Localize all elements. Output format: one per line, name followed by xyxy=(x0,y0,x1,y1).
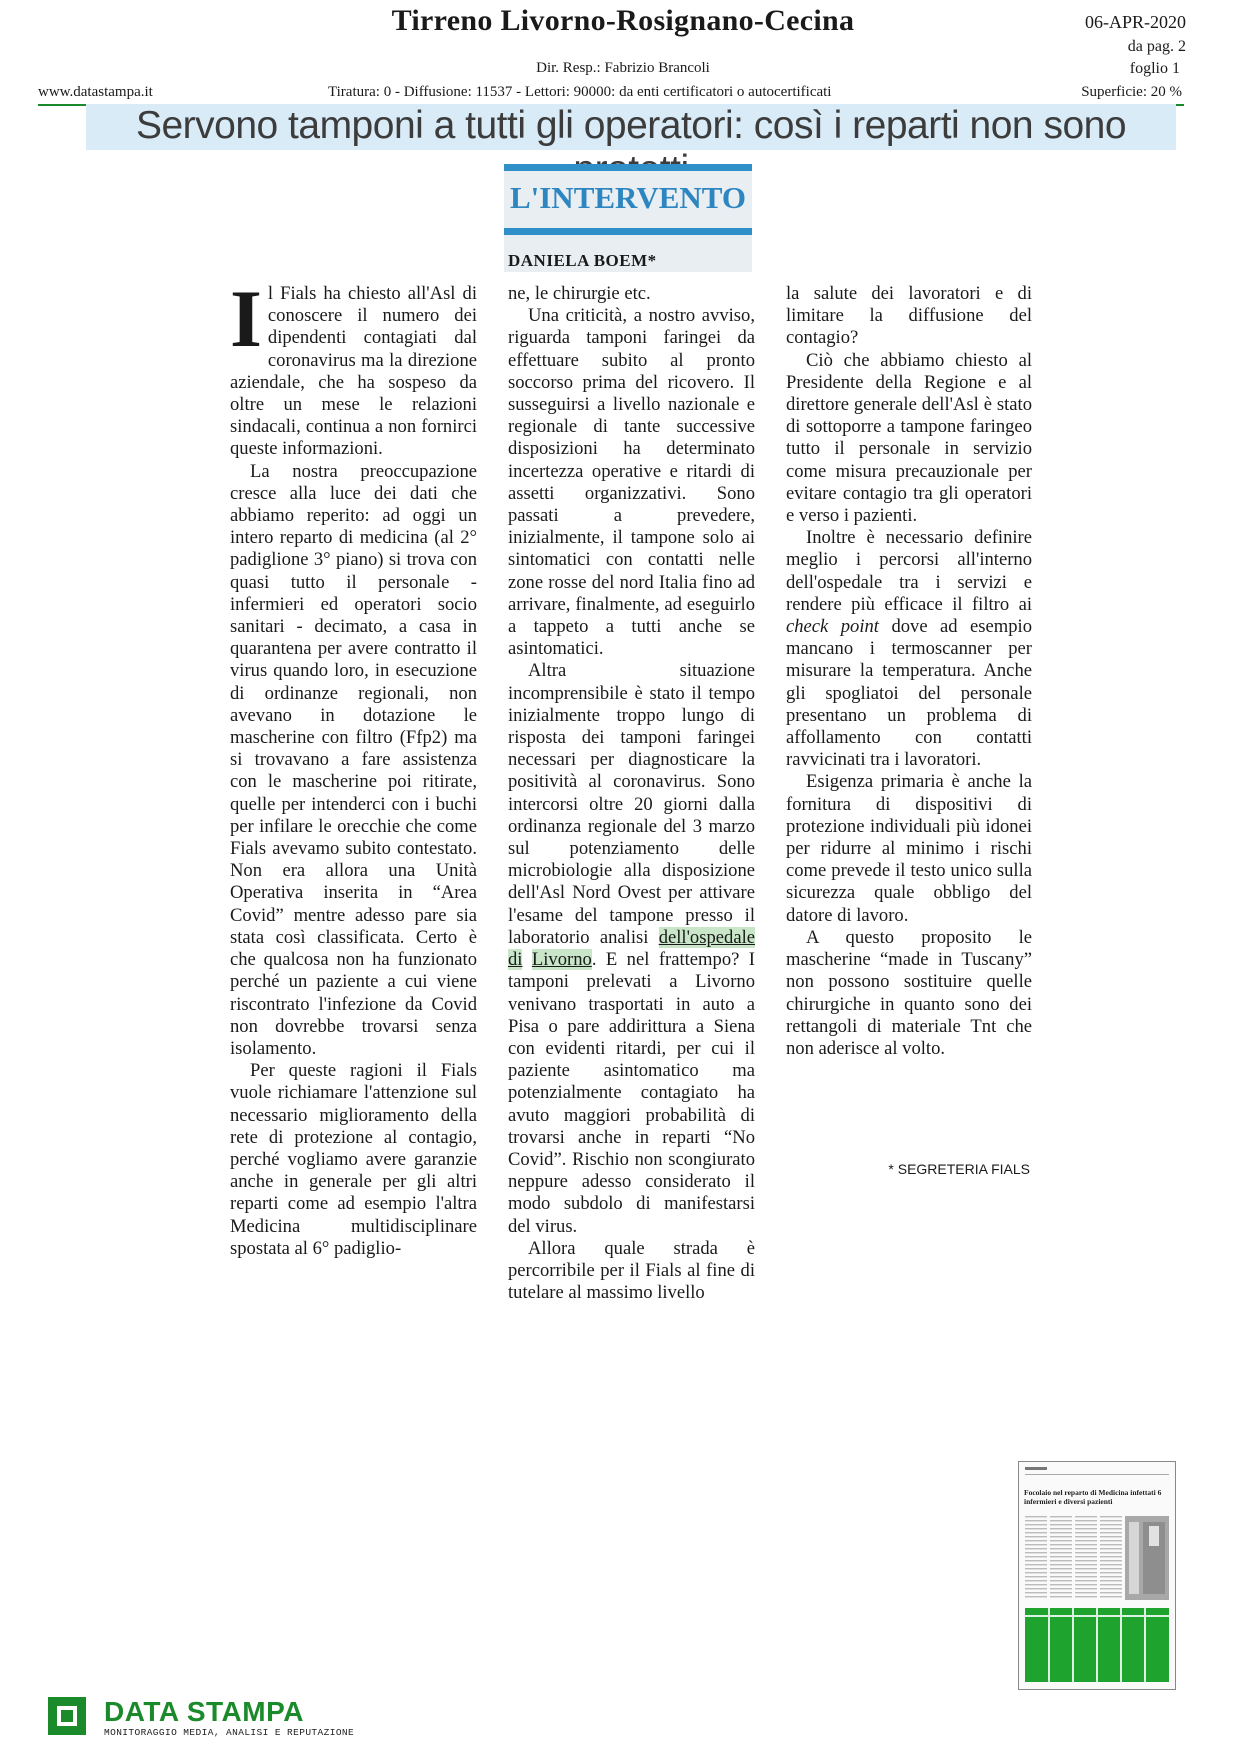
paragraph xyxy=(786,527,1032,771)
paragraph: Una criticità, a nostro avviso, riguarda tamponi faringei da effettuare subito al pronto soccorso prima del ricovero. Il susseguirsi a livello nazionale e regionale di tante successive disposizioni ha determinato incertezza operative e ritardi di assetti organizzativi. Sono passati a prevedere, inizialmente, il tampone solo ai sintomatici con contatti nelle zone rosse del nord Italia fino ad arrivare, finalmente, ad eseguirlo a tappeto a tutti anche se asintomatici. xyxy=(508,305,755,660)
paragraph: Per queste ragioni il Fials vuole richiamare l'attenzione sul necessario miglioramento della rete di protezione al contagio, perché vogliamo avere garanzie anche in generale per gli altri reparti come ad esempio l'altra Medicina multidisciplinare spostata al 6° padiglio- xyxy=(230,1060,477,1259)
thumbnail-headline: Focolaio nel reparto di Medicina infettati 6 infermieri e diversi pazienti xyxy=(1024,1488,1162,1506)
logo-wordmark: DATA STAMPA xyxy=(104,1696,304,1727)
paragraph-text: dove ad esempio mancano i termoscanner per misurare la temperatura. Anche gli spogliatoi del personale presentano un problema di affollamento con contatti ravvicinati tra i lavoratori. xyxy=(786,616,1032,771)
paragraph-text: Altra situazione incomprensibile è stato il tempo inizialmente troppo lungo di risposta dei tamponi faringei necessari per diagnosticare la positività al coronavirus. Sono intercorsi oltre 20 giorni dalla ordinanza regionale del 3 marzo sul potenziamento delle microbiologie alla disposizione dell'Asl Nord Ovest per attivare l'esame del tampone presso il laboratorio analisi xyxy=(508,660,755,948)
article-column-2 xyxy=(508,283,755,1304)
paragraph: La nostra preoccupazione cresce alla luce dei dati che abbiamo reperito: ad oggi un intero reparto di medicina (al 2° padiglione 3° piano) si trova con quasi tutto il personale - infermieri ed operatori socio sanitari - decimato, a casa in quarantena per avere contratto il virus quando loro, in esecuzione di ordinanze regionali, non avevano in dotazione le mascherine con filtro (Ffp2) ma si trovavano a fare assistenza con le mascherine poi ritirate, quelle per intenderci con i buchi per infilare le orecchie che come Fials avevamo subito contestato. Non era allora una Unità Operativa inserita in “Area Covid” mentre adesso pare sia stata così classificata. Certo è che qualcosa non ha funzionato perché un paziente a cui viene riscontrato l'infezione da Covid non dovrebbe trovarsi senza isolamento. xyxy=(230,460,477,1059)
paragraph-text: . E nel frattempo? I tamponi prelevati a Livorno venivano trasportati in auto a Pisa o pare addirittura a Siena con evidenti ritardi, per cui il paziente asintomatico ma potenzialmente contagiato ha avuto maggiori probabilità di trovarsi anche in reparti “No Covid”. Rischio non scongiurato neppure adesso considerato il modo subdolo di manifestarsi del virus. xyxy=(508,949,755,1237)
article-author: DANIELA BOEM* xyxy=(508,251,657,270)
highlighted-word: Livorno xyxy=(531,949,592,971)
publication-date: 06-APR-2020 xyxy=(1084,12,1186,32)
kicker-rule-top xyxy=(504,164,752,171)
paragraph: Allora quale strada è percorribile per il Fials al fine di tutelare al massimo livello xyxy=(508,1237,755,1304)
logo-tagline: MONITORAGGIO MEDIA, ANALISI E REPUTAZIONE xyxy=(104,1727,355,1738)
emphasis-text: check point xyxy=(786,616,879,638)
website-link[interactable]: www.datastampa.it xyxy=(38,84,153,100)
surface-percentage: Superficie: 20 % xyxy=(1081,84,1182,100)
article-column-3 xyxy=(786,283,1032,1060)
paragraph: A questo proposito le mascherine “made in Tuscany” non possono sostituire quelle chirurgiche in quanto sono dei rettangoli di materiale Tnt che non aderisce al volto. xyxy=(786,926,1032,1059)
paragraph-text: Inoltre è necessario definire meglio i percorsi all'interno dell'ospedale tra i servizi e rendere più efficace il filtro ai xyxy=(786,527,1032,615)
page-thumbnail[interactable] xyxy=(1018,1461,1176,1690)
data-stampa-logo-icon xyxy=(48,1697,86,1735)
kicker-rule-bottom xyxy=(504,228,752,235)
paragraph-text: l Fials ha chiesto all'Asl di conoscere il numero dei dipendenti contagiati dal coronavirus ma la direzione aziendale, che ha sospeso da oltre un mese le relazioni sindacali, continua a non fornirci queste informazioni. xyxy=(230,283,477,460)
drop-cap: I xyxy=(230,273,262,364)
newspaper-title: Tirreno Livorno-Rosignano-Cecina xyxy=(391,4,855,37)
paragraph: Esigenza primaria è anche la fornitura di dispositivi di protezione individuali più idonei per ridurre al minimo i rischi come prevede il testo unico sulla sicurezza quale obbligo del datore di lavoro. xyxy=(786,771,1032,926)
editor-in-chief: Dir. Resp.: Fabrizio Brancoli xyxy=(536,60,710,76)
paragraph xyxy=(508,660,755,1237)
highlighted-word: dell'ospedale xyxy=(658,926,755,948)
page-reference: da pag. 2 xyxy=(1127,38,1186,55)
article-column-1 xyxy=(230,273,477,1260)
author-signature: * SEGRETERIA FIALS xyxy=(888,1161,1030,1177)
article-headline: Servono tamponi a tutti gli operatori: così i reparti non sono xyxy=(135,104,1127,147)
page-thumbnail-graphic xyxy=(1019,1462,1175,1689)
sheet-reference: foglio 1 xyxy=(1129,60,1180,77)
highlighted-word: di xyxy=(508,949,523,971)
circulation-info: Tiratura: 0 - Diffusione: 11537 - Lettori: 90000: da enti certificatori o autocertificati xyxy=(328,84,832,100)
paragraph: la salute dei lavoratori e di limitare la diffusione del contagio? xyxy=(786,283,1032,349)
section-kicker: L'INTERVENTO xyxy=(509,180,747,215)
paragraph: ne, le chirurgie etc. xyxy=(508,283,651,304)
paragraph xyxy=(230,273,477,461)
paragraph: Ciò che abbiamo chiesto al Presidente della Regione e al direttore generale dell'Asl è stato di sottoporre a tampone faringeo tutto il personale in servizio come misura precauzionale per evitare contagio tra gli operatori e verso i pazienti. xyxy=(786,349,1032,527)
